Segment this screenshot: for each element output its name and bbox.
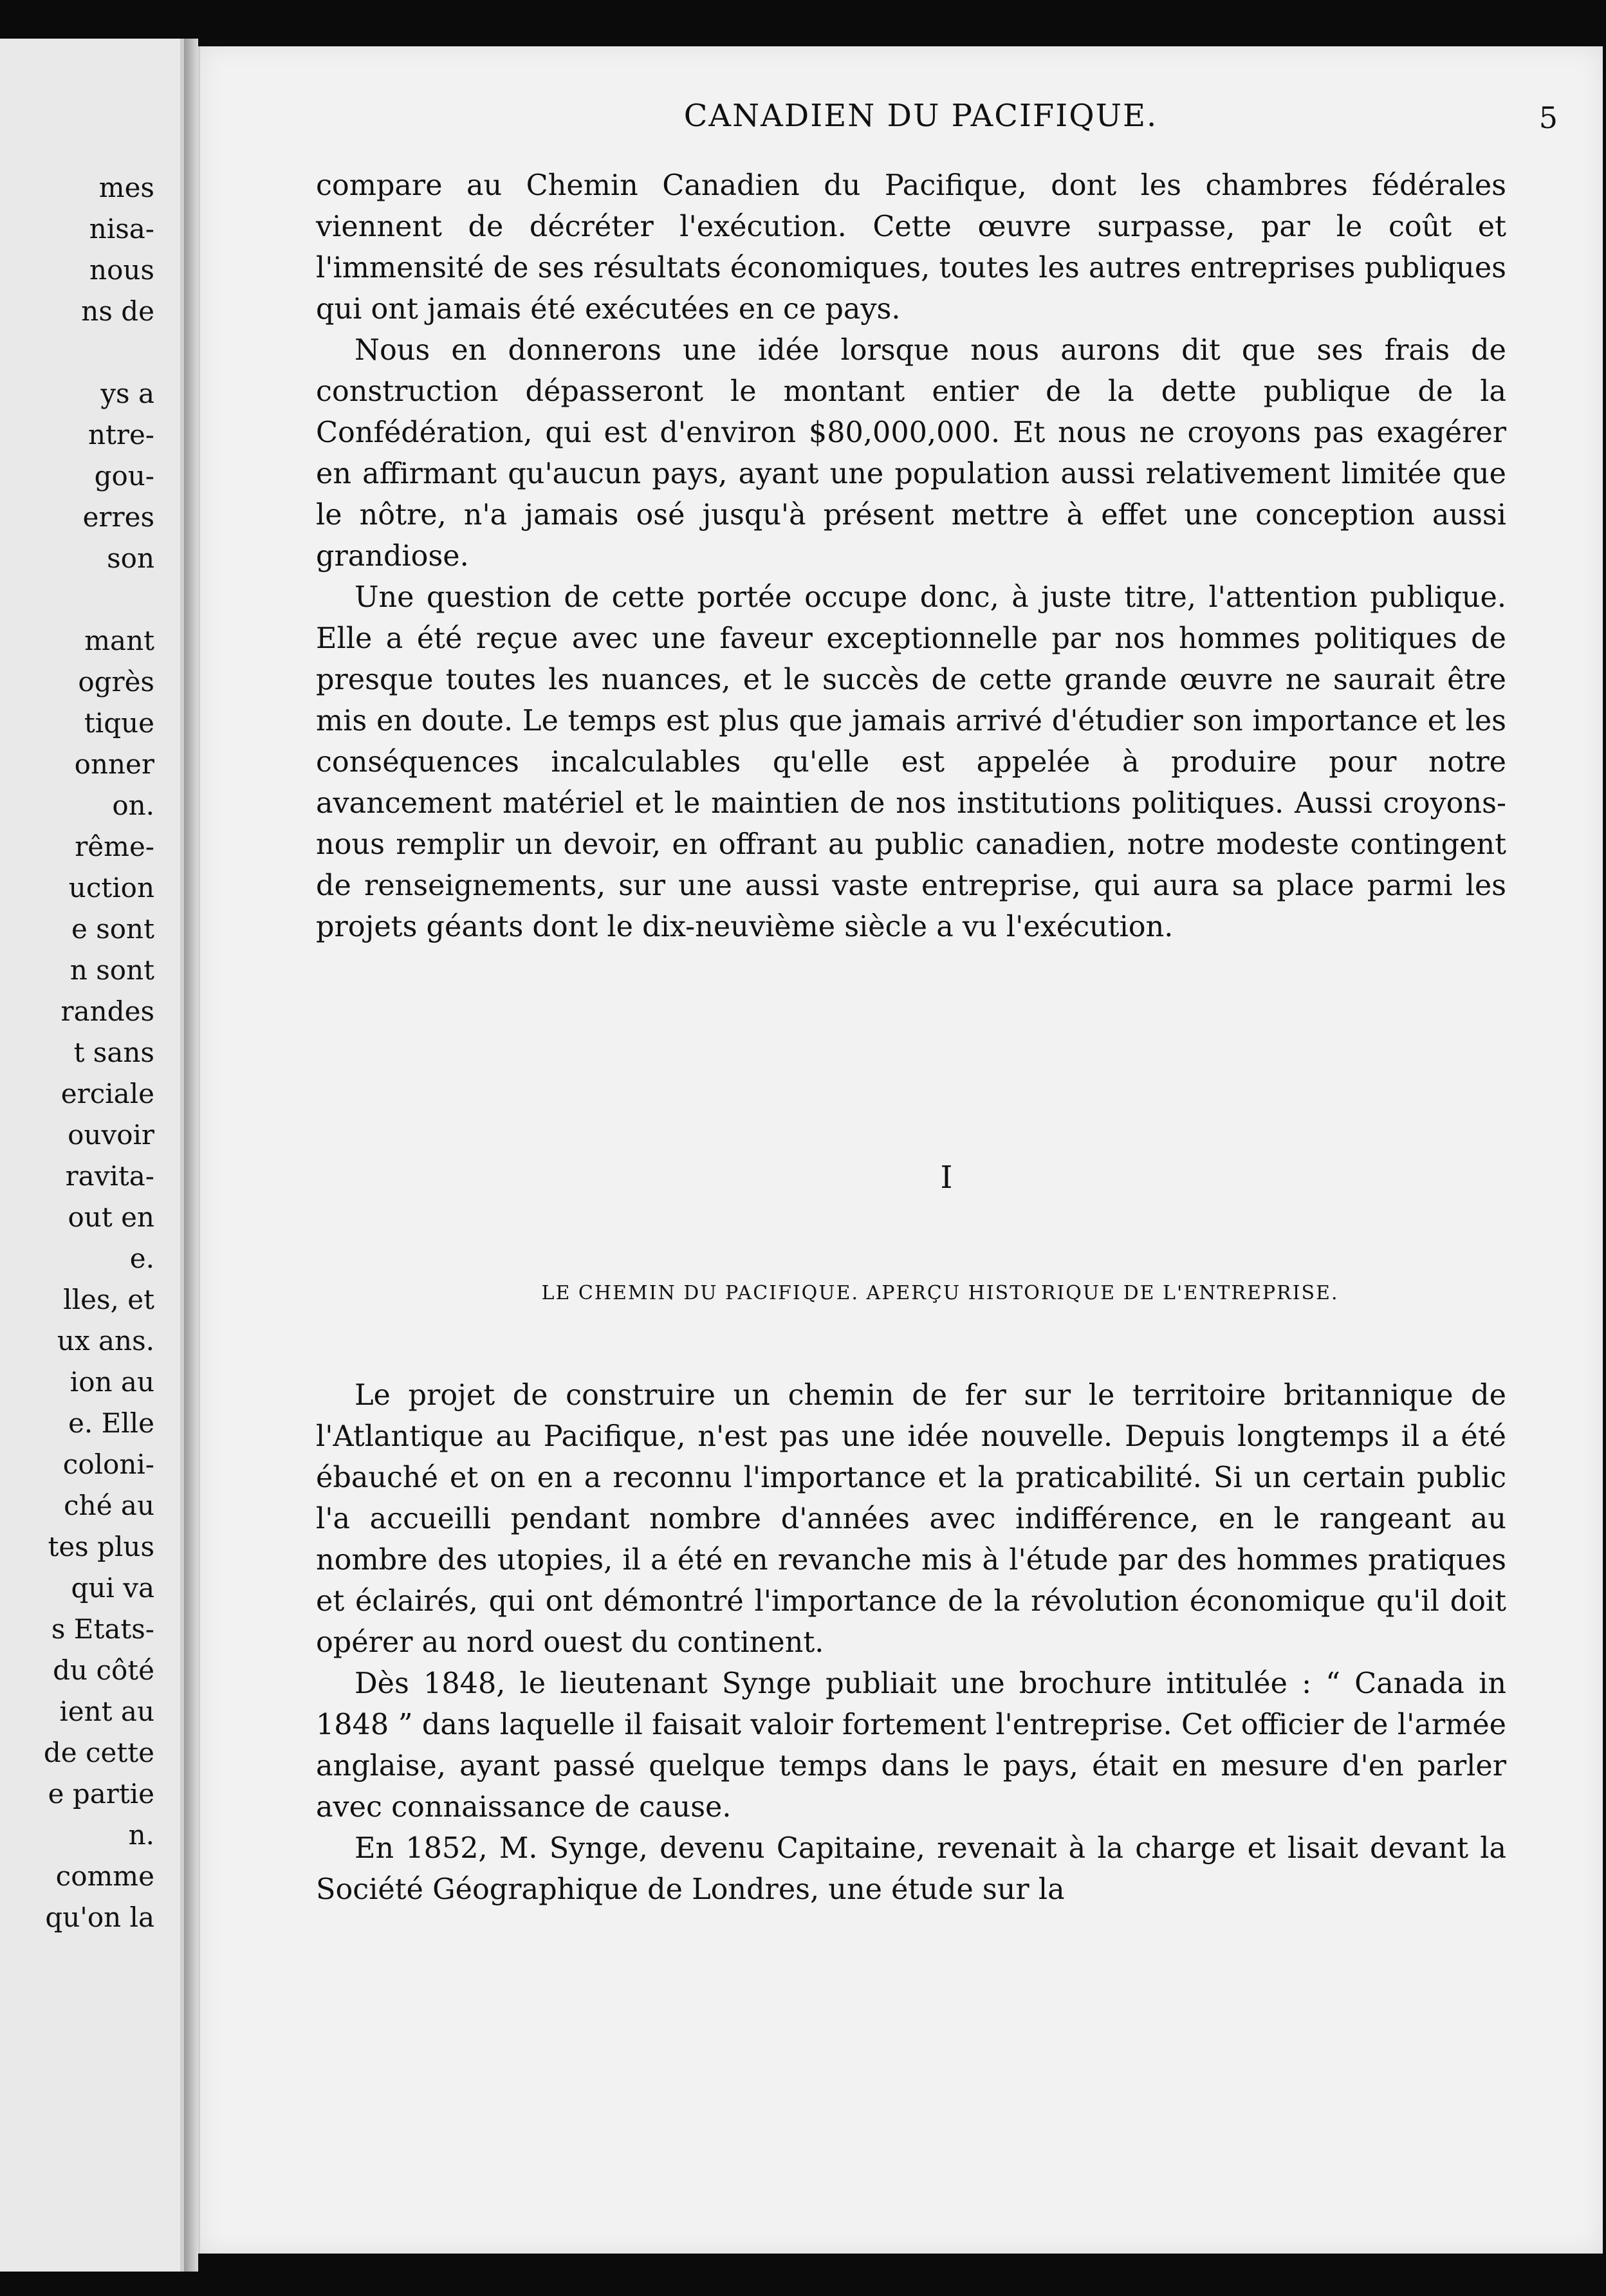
previous-page-line: nous (89, 254, 154, 286)
previous-page-line: ravita- (65, 1160, 154, 1192)
previous-page-line: s Etats- (51, 1613, 154, 1645)
previous-page-line: t sans (73, 1037, 154, 1068)
previous-page-line: e. Elle (68, 1407, 154, 1439)
previous-page-line: tique (84, 707, 154, 739)
previous-page-line: e sont (71, 913, 154, 945)
previous-page-line: qui va (71, 1572, 154, 1604)
book-page (198, 46, 1603, 2254)
intro-text (316, 165, 1506, 948)
previous-page-line: ntre- (88, 419, 154, 450)
paragraph: Le projet de construire un chemin de fer sur le territoire britannique de l'Atlantique au Pacifique, n'est pas une idée nouvelle. Depuis longtemps il a été ébauché et on en a reconnu l'importance et la praticabilité. Si un certain public l'a accueilli pendant nombre d'années avec indifférence, en le rangeant au nombre des utopies, il a été en revanche mis à l'étude par des hommes pratiques et éclairés, qui ont démontré l'importance de la révolution économique qu'il doit opérer au nord ouest du continent. (316, 1379, 1506, 1659)
previous-page-line: uction (68, 872, 154, 903)
previous-page-line: du côté (53, 1654, 154, 1686)
previous-page-line: tes plus (48, 1531, 154, 1562)
previous-page-line: comme (55, 1860, 154, 1892)
previous-page-line: qu'on la (45, 1902, 154, 1933)
previous-page-line: on. (112, 790, 154, 821)
previous-page-line: n sont (69, 954, 154, 986)
previous-page-line: ion au (69, 1366, 154, 1398)
previous-page-line: ouvoir (68, 1119, 154, 1151)
page-number: 5 (1538, 100, 1558, 135)
section-text (316, 1375, 1506, 1911)
paragraph: Dès 1848, le lieutenant Synge publiait une brochure intitulée : “ Canada in 1848 ” dans laquelle il faisait valoir fortement l'entreprise. Cet officier de l'armée anglaise, ayant passé quelque temps dans le pays, était en mesure d'en parler avec connaissance de cause. (316, 1667, 1506, 1824)
previous-page-line: rême- (75, 831, 154, 862)
previous-page-line: e. (129, 1243, 154, 1274)
previous-page-line: ns de (81, 295, 154, 327)
previous-page-line: coloni- (62, 1449, 154, 1480)
previous-page-line: onner (74, 748, 154, 780)
previous-page-line: ogrès (78, 666, 154, 698)
paragraph: En 1852, M. Synge, devenu Capitaine, revenait à la charge et lisait devant la Société Géographique de Londres, une étude sur la (316, 1832, 1506, 1906)
paragraph: Une question de cette portée occupe donc, à juste titre, l'attention publique. Elle a été reçue avec une faveur exceptionnelle par nos hommes politiques de presque toutes les nuances, et le succès de cette grande œuvre ne saurait être mis en doute. Le temps est plus que jamais arrivé d'étudier son importance et les conséquences incalculables qu'elle est appelée à produire pour notre avancement matériel et le maintien de nos institutions politiques. Aussi croyons-nous remplir un devoir, en offrant au public canadien, notre modeste contingent de renseignements, sur une aussi vaste entreprise, qui aura sa place parmi les projets géants dont le dix-neuvième siècle a vu l'exécution. (316, 581, 1506, 943)
previous-page-line: gou- (94, 460, 154, 492)
book-gutter (184, 39, 198, 2272)
previous-page-line: out en (68, 1201, 154, 1233)
previous-page-line: ché au (64, 1490, 154, 1521)
previous-page-line: ient au (59, 1696, 154, 1727)
previous-page-line: erciale (60, 1078, 154, 1109)
paragraph: Nous en donnerons une idée lorsque nous aurons dit que ses frais de construction dépasseront le montant entier de la dette publique de la Confédération, qui est d'environ $80,000,000. Et nous ne croyons pas exagérer en affirmant qu'aucun pays, ayant une population aussi relativement limitée que le nôtre, n'a jamais osé jusqu'à présent mettre à effet une conception aussi grandiose. (316, 334, 1506, 573)
previous-page-line: ys a (100, 378, 154, 409)
previous-page-line: randes (60, 995, 154, 1027)
running-head-title: CANADIEN DU PACIFIQUE. (683, 98, 1158, 134)
section-number: I (940, 1160, 953, 1196)
previous-page-line: lles, et (63, 1284, 154, 1315)
previous-page-line: erres (82, 501, 154, 533)
previous-page-line: nisa- (89, 213, 154, 245)
running-head (200, 98, 1603, 136)
previous-page-line: mant (84, 625, 154, 656)
previous-page-line: mes (98, 172, 154, 203)
previous-page-line: de cette (43, 1737, 154, 1768)
previous-page-line: e partie (48, 1778, 154, 1810)
previous-page-line: ux ans. (57, 1325, 154, 1356)
paragraph: compare au Chemin Canadien du Pacifique, dont les chambres fédérales viennent de décréter l'exécution. Cette œuvre surpasse, par le coût et l'immensité de ses résultats économiques, toutes les autres entreprises publiques qui ont jamais été exécutées en ce pays. (316, 169, 1506, 326)
previous-page-line: son (107, 542, 154, 574)
previous-page-line: n. (128, 1819, 154, 1851)
previous-page-fragment (0, 39, 184, 2272)
section-heading: LE CHEMIN DU PACIFIQUE. APERÇU HISTORIQUE DE L'ENTREPRISE. (541, 1282, 1339, 1304)
